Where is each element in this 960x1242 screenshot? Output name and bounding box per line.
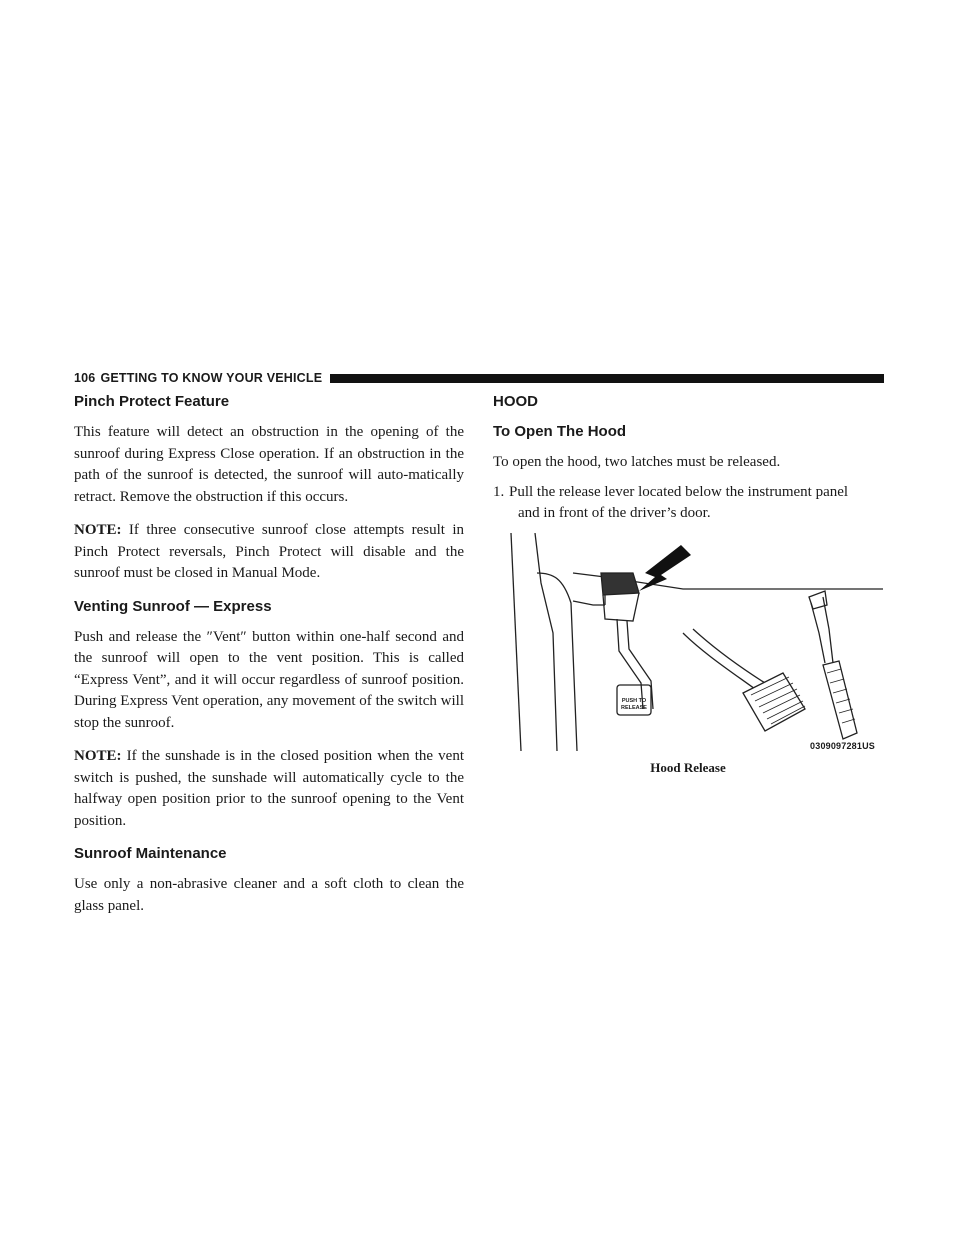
- sunroof-maintenance-heading: Sunroof Maintenance: [74, 845, 227, 862]
- open-hood-intro: To open the hood, two latches must be released.: [493, 454, 781, 470]
- hood-release-illustration: [493, 533, 883, 758]
- venting-sunroof-note: [74, 746, 464, 832]
- pinch-protect-note: [74, 520, 464, 585]
- note-text: If three consecutive sunroof close attempts result in Pinch Protect reversals, Pinch Protect will disable and the sunroof must be closed in Manual Mode.: [74, 522, 464, 581]
- open-hood-heading: To Open The Hood: [493, 423, 627, 440]
- pedal-label-line2: RELEASE: [621, 704, 647, 711]
- page-header: [74, 370, 884, 386]
- running-section-title: GETTING TO KNOW YOUR VEHICLE: [100, 371, 323, 385]
- venting-sunroof-heading: Venting Sunroof — Express: [74, 597, 272, 615]
- pinch-protect-heading: Pinch Protect Feature: [74, 393, 230, 410]
- figure-caption: Hood Release: [650, 759, 726, 775]
- step-1: [493, 482, 883, 525]
- note-text: If the sunshade is in the closed position when the vent switch is pushed, the sunshade will automatically cycle to the halfway open position prior to the sunroof opening to the Vent position.: [74, 748, 464, 829]
- right-column: [493, 392, 883, 776]
- pedal-label-line1: PUSH TO: [621, 697, 647, 704]
- note-label: NOTE:: [74, 522, 122, 538]
- venting-sunroof-body: Push and release the ″Vent″ button within one-half second and the sunroof will open to the vent position. This is called “Express Vent”, and it will occur regardless of sunroof position. During Express Vent operation, any movement of the switch will stop the sunroof.: [74, 628, 464, 731]
- header-rule: [330, 374, 884, 383]
- figure-code: 0309097281US: [810, 740, 875, 751]
- left-column: [74, 392, 464, 917]
- hood-heading: HOOD: [493, 393, 538, 410]
- hood-release-figure: [493, 533, 883, 758]
- note-label: NOTE:: [74, 748, 122, 764]
- sunroof-maintenance-body: Use only a non-abrasive cleaner and a soft cloth to clean the glass panel.: [74, 876, 464, 914]
- pinch-protect-body: This feature will detect an obstruction in the opening of the sunroof during Express Close operation. If an obstruction in the path of the sunroof is detected, the sunroof will auto-matically retract. Remove the obstruction if this occurs.: [74, 424, 464, 505]
- page-number: 106: [74, 371, 96, 385]
- step-text-line1: Pull the release lever located below the instrument panel: [509, 483, 849, 500]
- step-text-line2: and in front of the driver’s door.: [518, 505, 711, 521]
- step-number: 1.: [493, 483, 505, 500]
